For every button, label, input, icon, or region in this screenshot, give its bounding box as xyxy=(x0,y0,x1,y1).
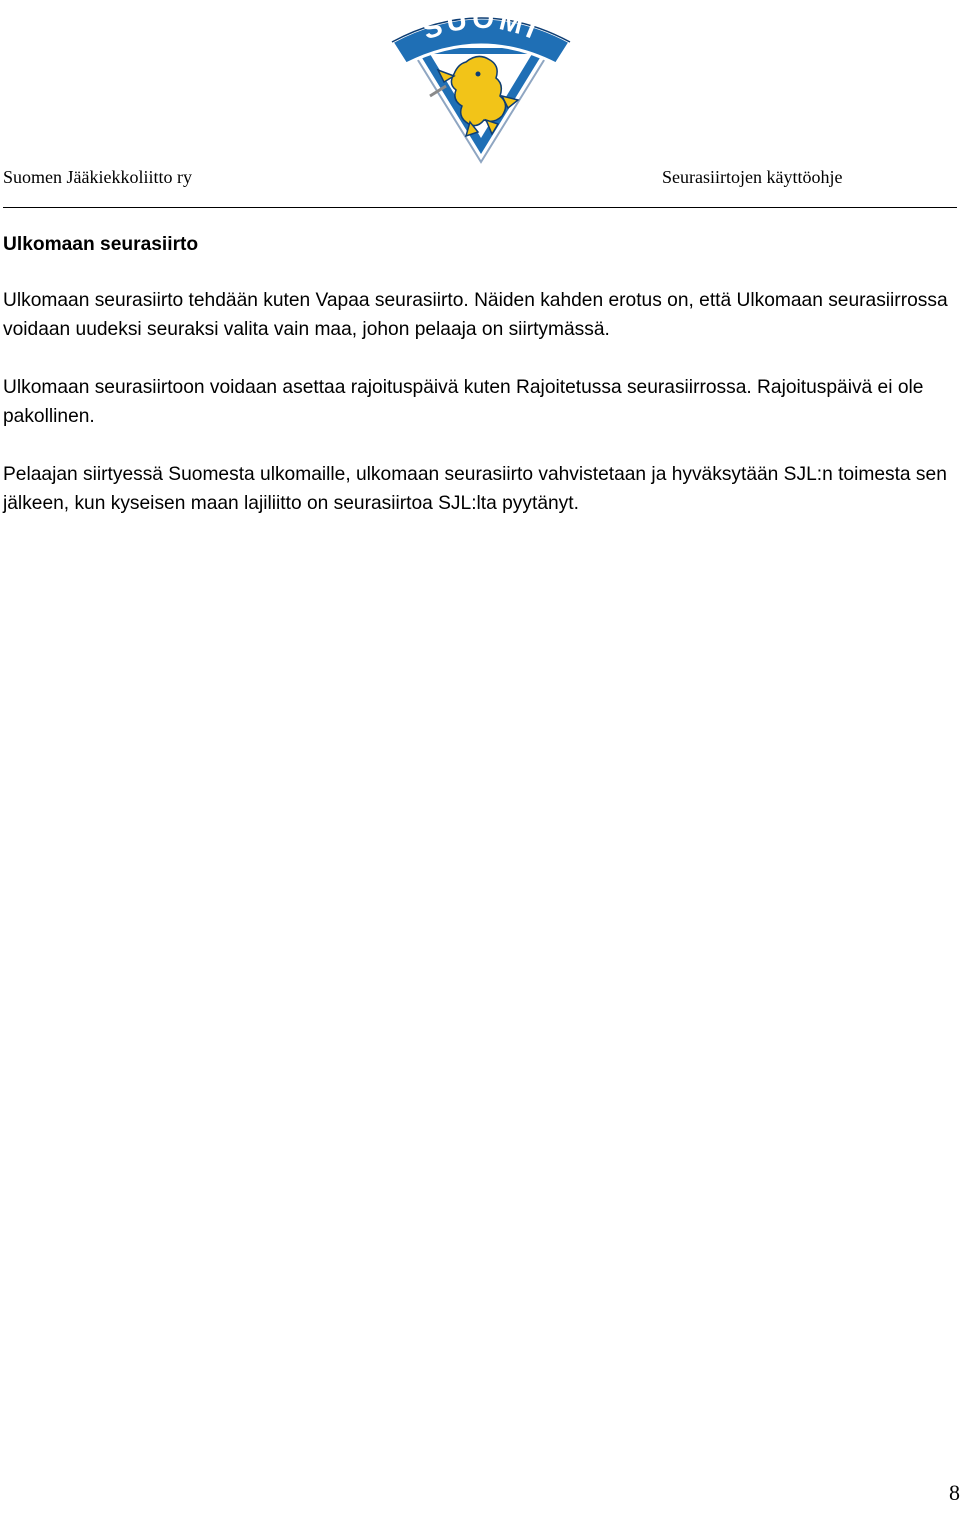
paragraph-3: Pelaajan siirtyessä Suomesta ulkomaille, ulkomaan seurasiirto vahvistetaan ja hyväksytään SJL:n toimesta sen jälkeen, kun kyseisen maan lajiliitto on seurasiirtoa SJL:lta pyytänyt. xyxy=(3,464,947,514)
paragraph-1: Ulkomaan seurasiirto tehdään kuten Vapaa seurasiirto. Näiden kahden erotus on, että Ulkomaan seurasiirrossa voidaan uudeksi seuraksi valita vain maa, johon pelaaja on siirtymässä. xyxy=(3,290,948,340)
section-ulkomaan-seurasiirto xyxy=(3,232,953,547)
header-rule xyxy=(3,207,957,208)
suomi-lion-shield-icon xyxy=(386,4,576,164)
header-org-name: Suomen Jääkiekkoliitto ry xyxy=(3,167,192,187)
header-doc-title: Seurasiirtojen käyttöohje xyxy=(662,167,843,187)
page-number: 8 xyxy=(949,1480,960,1505)
section-heading: Ulkomaan seurasiirto xyxy=(3,234,199,255)
svg-text:SUOMI xyxy=(418,4,544,46)
paragraph-2: Ulkomaan seurasiirtoon voidaan asettaa rajoituspäivä kuten Rajoitetussa seurasiirrossa. Rajoituspäivä ei ole pakollinen. xyxy=(3,377,924,427)
logo-text: SUOMI xyxy=(418,4,545,46)
